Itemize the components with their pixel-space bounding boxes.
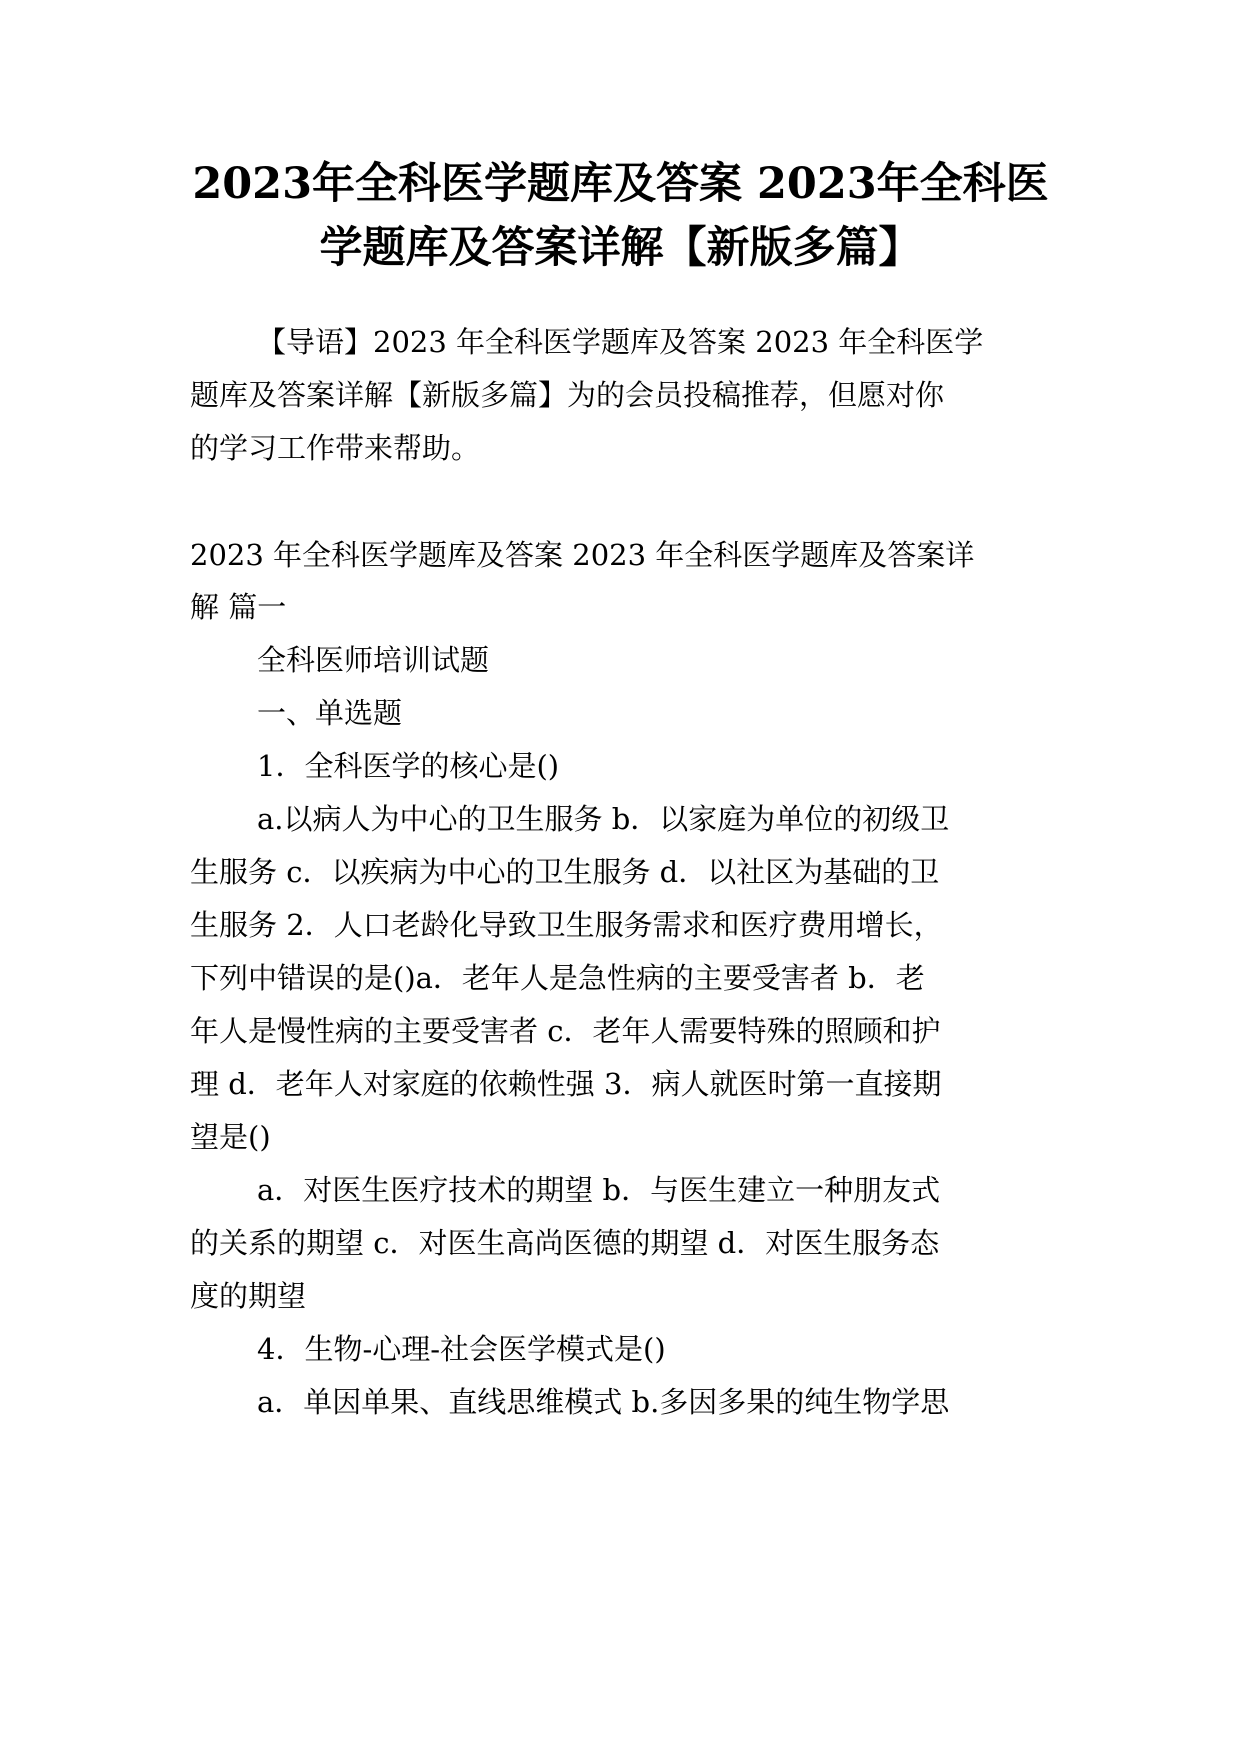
answer-line: 下列中错误的是()a．老年人是急性病的主要受害者 b．老: [190, 961, 925, 995]
intro-line-2: 题库及答案详解【新版多篇】为的会员投稿推荐，但愿对你: [190, 378, 945, 412]
answer-line: a．对医生医疗技术的期望 b．与医生建立一种朋友式: [257, 1173, 941, 1207]
answer-line: 望是(): [190, 1120, 271, 1154]
answer-line: a.以病人为中心的卫生服务 b．以家庭为单位的初级卫: [257, 802, 950, 836]
section-heading-line-2: 解 篇一: [190, 590, 287, 624]
intro-line-3: 的学习工作带来帮助。: [190, 431, 481, 465]
answer-line: 理 d．老年人对家庭的依赖性强 3．病人就医时第一直接期: [190, 1067, 942, 1101]
answer-line: 的关系的期望 c．对医生高尚医德的期望 d．对医生服务态: [190, 1226, 940, 1260]
document-title-line-1: 2023年全科医学题库及答案 2023年全科医: [192, 159, 1049, 209]
answer-line: a．单因单果、直线思维模式 b.多因多果的纯生物学思: [257, 1385, 950, 1419]
question-type-heading: 一、单选题: [257, 696, 403, 730]
exam-title: 全科医师培训试题: [257, 643, 490, 677]
intro-line-1: 【导语】2023 年全科医学题库及答案 2023 年全科医学: [257, 325, 984, 359]
answer-line: 度的期望: [190, 1279, 307, 1313]
answer-line: 生服务 2．人口老龄化导致卫生服务需求和医疗费用增长，: [190, 908, 943, 942]
question-line: 1．全科医学的核心是(): [257, 749, 560, 783]
section-heading-line-1: 2023 年全科医学题库及答案 2023 年全科医学题库及答案详: [190, 538, 975, 572]
answer-line: 年人是慢性病的主要受害者 c．老年人需要特殊的照顾和护: [190, 1014, 941, 1048]
document-title-line-2: 学题库及答案详解【新版多篇】: [319, 223, 922, 273]
answer-line: 生服务 c．以疾病为中心的卫生服务 d．以社区为基础的卫: [190, 855, 940, 889]
question-line: 4．生物-心理-社会医学模式是(): [257, 1332, 666, 1366]
